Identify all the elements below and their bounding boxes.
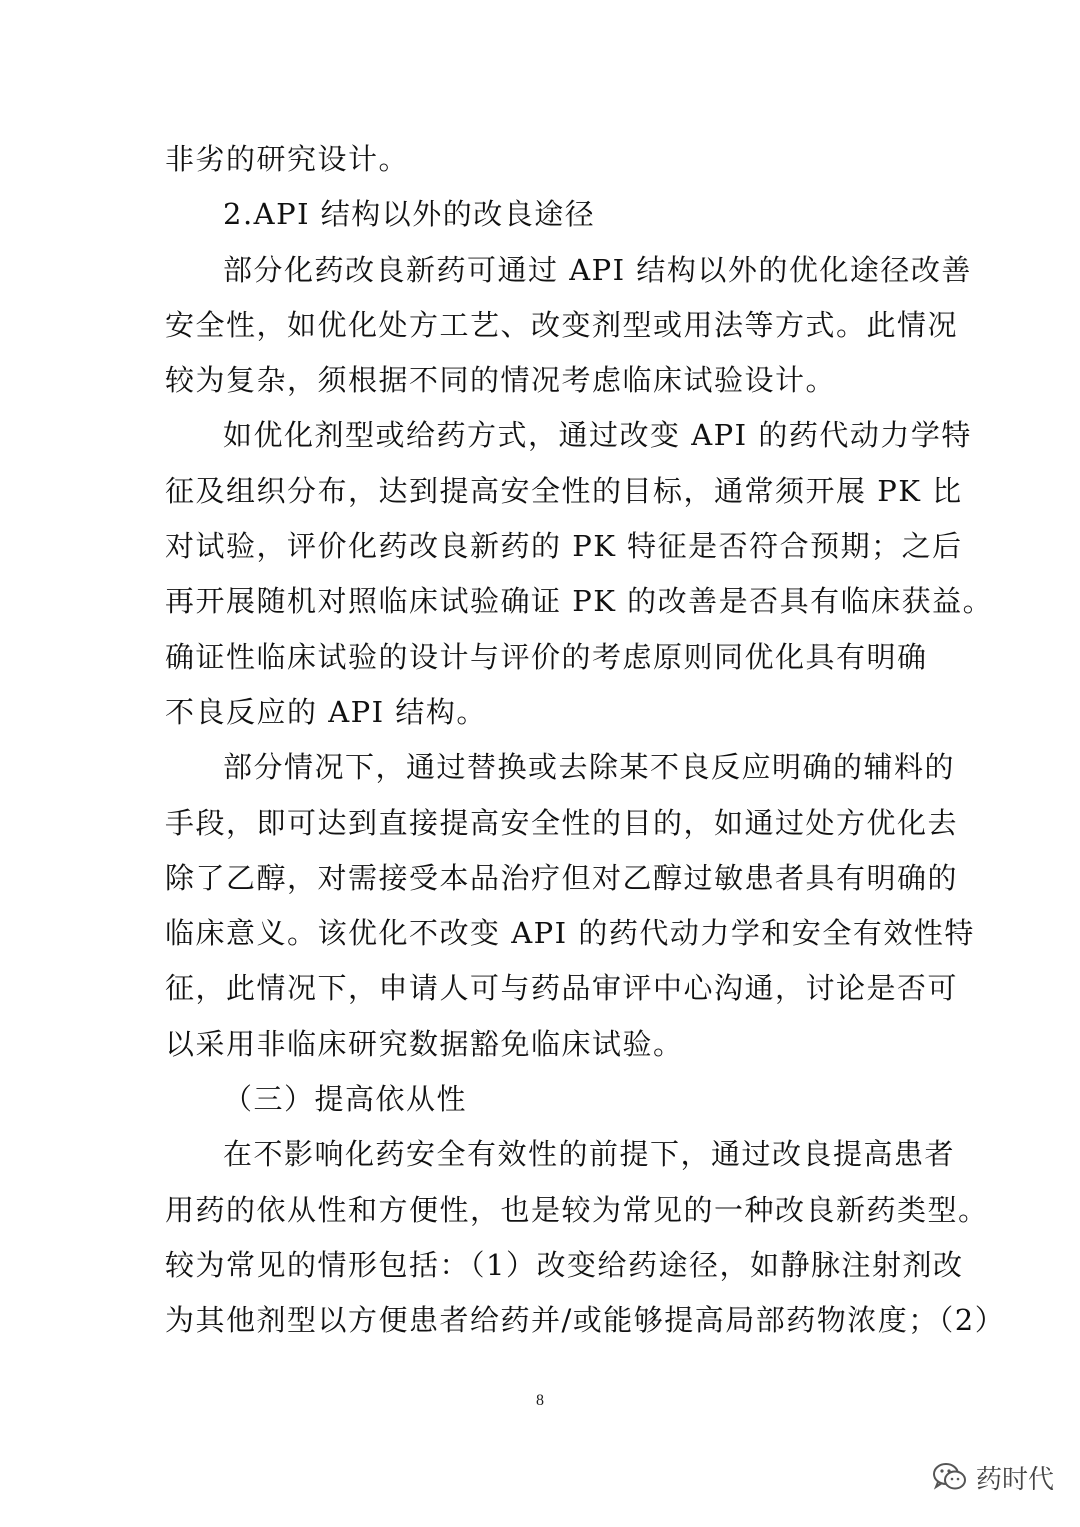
heading-text: 2.API 结构以外的改良途径 [223,197,596,232]
text-line: 对试验，评价化药改良新药的 PK 特征是否符合预期；之后 [165,529,963,564]
text-line: 在不影响化药安全有效性的前提下，通过改良提高患者 [223,1137,956,1172]
watermark-text: 药时代 [976,1464,1055,1495]
paragraph-excipient [165,740,975,1072]
text-line: 非劣的研究设计。 [165,142,410,176]
page-number: 8 [536,1392,544,1409]
wechat-icon [932,1461,968,1493]
heading-text: （三）提高依从性 [223,1082,468,1117]
text-line: 征，此情况下，申请人可与药品审评中心沟通，讨论是否可 [165,971,959,1006]
text-line: 手段，即可达到直接提高安全性的目的，如通过处方优化去 [165,805,959,840]
text-line: 除了乙醇，对需接受本品治疗但对乙醇过敏患者具有明确的 [165,860,959,895]
text-line: 不良反应的 API 结构。 [165,694,487,729]
section-heading-compliance [165,1072,925,1127]
text-line: 部分情况下，通过替换或去除某不良反应明确的辅料的 [223,750,956,785]
paragraph-continuation [165,132,925,187]
text-line: 再开展随机对照临床试验确证 PK 的改善是否具有临床获益。 [165,584,994,619]
watermark [932,1452,1054,1502]
text-line: 征及组织分布，达到提高安全性的目标，通常须开展 PK 比 [165,473,963,508]
paragraph-compliance [165,1127,1006,1348]
section-heading-api-route [165,187,925,242]
text-line: 确证性临床试验的设计与评价的考虑原则同优化具有明确 [165,639,928,674]
text-line: 临床意义。该优化不改变 API 的药代动力学和安全有效性特 [165,916,975,951]
text-line: 安全性，如优化处方工艺、改变剂型或用法等方式。此情况 [165,307,959,342]
paragraph-partial-improvement [165,243,972,409]
text-line: 部分化药改良新药可通过 API 结构以外的优化途径改善 [223,252,972,287]
page-body [165,132,1006,1349]
text-line: 用药的依从性和方便性，也是较为常见的一种改良新药类型。 [165,1192,989,1227]
text-line: 如优化剂型或给药方式，通过改变 API 的药代动力学特 [223,418,972,453]
text-line: 较为复杂，须根据不同的情况考虑临床试验设计。 [165,363,837,398]
text-line: 为其他剂型以方便患者给药并/或能够提高局部药物浓度；（2） [165,1303,1006,1338]
text-line: 以采用非临床研究数据豁免临床试验。 [165,1026,684,1061]
text-line: 较为常见的情形包括：（1）改变给药途径，如静脉注射剂改 [165,1247,964,1282]
paragraph-dosage-form [165,408,994,740]
